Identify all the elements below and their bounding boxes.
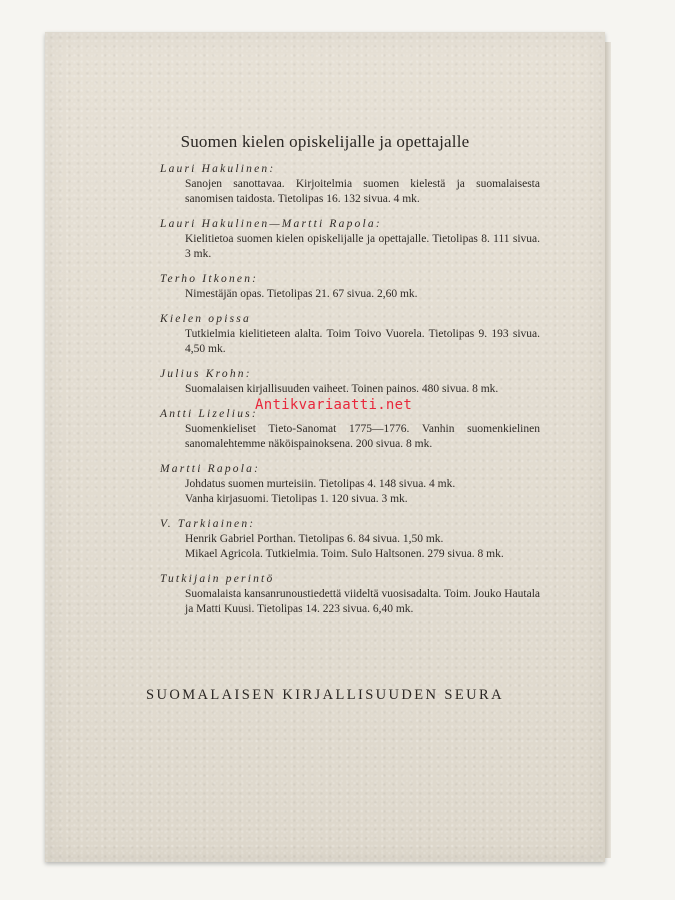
entry-author: Tutkijain perintö [160, 573, 275, 585]
entry-description [160, 177, 540, 207]
entry-author: Kielen opissa [160, 313, 251, 325]
entry-line: Henrik Gabriel Porthan. Tietolipas 6. 84 sivua. 1,50 mk. [185, 533, 444, 545]
entry-line: Sanojen sanottavaa. Kirjoitelmia suomen kielestä ja suomalaisesta sanomisen taidosta. Tietolipas 16. 132 sivua. 4 mk. [185, 178, 540, 205]
entry-line: Kielitietoa suomen kielen opiskelijalle ja opettajalle. Tietolipas 8. 111 sivua. 3 mk. [185, 233, 540, 260]
list-item [160, 462, 540, 507]
list-item [160, 572, 540, 617]
entry-author: Lauri Hakulinen: [160, 163, 276, 175]
entry-description [160, 382, 540, 397]
entry-line: Mikael Agricola. Tutkielmia. Toim. Sulo Haltsonen. 279 sivua. 8 mk. [185, 548, 504, 560]
watermark-text: Antikvariaatti.net [255, 397, 413, 413]
entry-description [160, 477, 540, 507]
list-item [160, 517, 540, 562]
list-item [160, 367, 540, 397]
entry-author: Terho Itkonen: [160, 273, 259, 285]
entry-author: Lauri Hakulinen—Martti Rapola: [160, 218, 382, 230]
entry-author: Martti Rapola: [160, 463, 261, 475]
entry-line: Suomalaisen kirjallisuuden vaiheet. Toinen painos. 480 sivua. 8 mk. [185, 383, 499, 395]
entry-description [160, 232, 540, 262]
entry-author: Antti Lizelius: [160, 408, 258, 420]
publisher-name: SUOMALAISEN KIRJALLISUUDEN SEURA [146, 687, 504, 703]
entry-description [160, 587, 540, 617]
book-list [160, 162, 540, 627]
entry-line: Suomenkieliset Tieto-Sanomat 1775—1776. Vanhin suomenkielinen sanomalehtemme näköispainoksena. 200 sivua. 8 mk. [185, 423, 540, 450]
list-item [160, 407, 540, 452]
entry-author: Julius Krohn: [160, 368, 252, 380]
entry-line: Tutkielmia kielitieteen alalta. Toim Toivo Vuorela. Tietolipas 9. 193 sivua. 4,50 mk. [185, 328, 540, 355]
list-item [160, 162, 540, 207]
list-item [160, 217, 540, 262]
cover-heading: Suomen kielen opiskelijalle ja opettajalle [180, 132, 470, 151]
entry-description [160, 287, 540, 302]
list-item [160, 272, 540, 302]
entry-line: Vanha kirjasuomi. Tietolipas 1. 120 sivua. 3 mk. [185, 493, 408, 505]
entry-line: Nimestäjän opas. Tietolipas 21. 67 sivua. 2,60 mk. [185, 288, 418, 300]
entry-description [160, 532, 540, 562]
entry-line: Johdatus suomen murteisiin. Tietolipas 4. 148 sivua. 4 mk. [185, 478, 456, 490]
book-back-cover [45, 32, 605, 862]
entry-description [160, 327, 540, 357]
list-item [160, 312, 540, 357]
entry-line: Suomalaista kansanrunoustiedettä viideltä vuosisadalta. Toim. Jouko Hautala ja Matti Kuusi. Tietolipas 14. 223 sivua. 6,40 mk. [185, 588, 540, 615]
entry-description [160, 422, 540, 452]
entry-author: V. Tarkiainen: [160, 518, 256, 530]
